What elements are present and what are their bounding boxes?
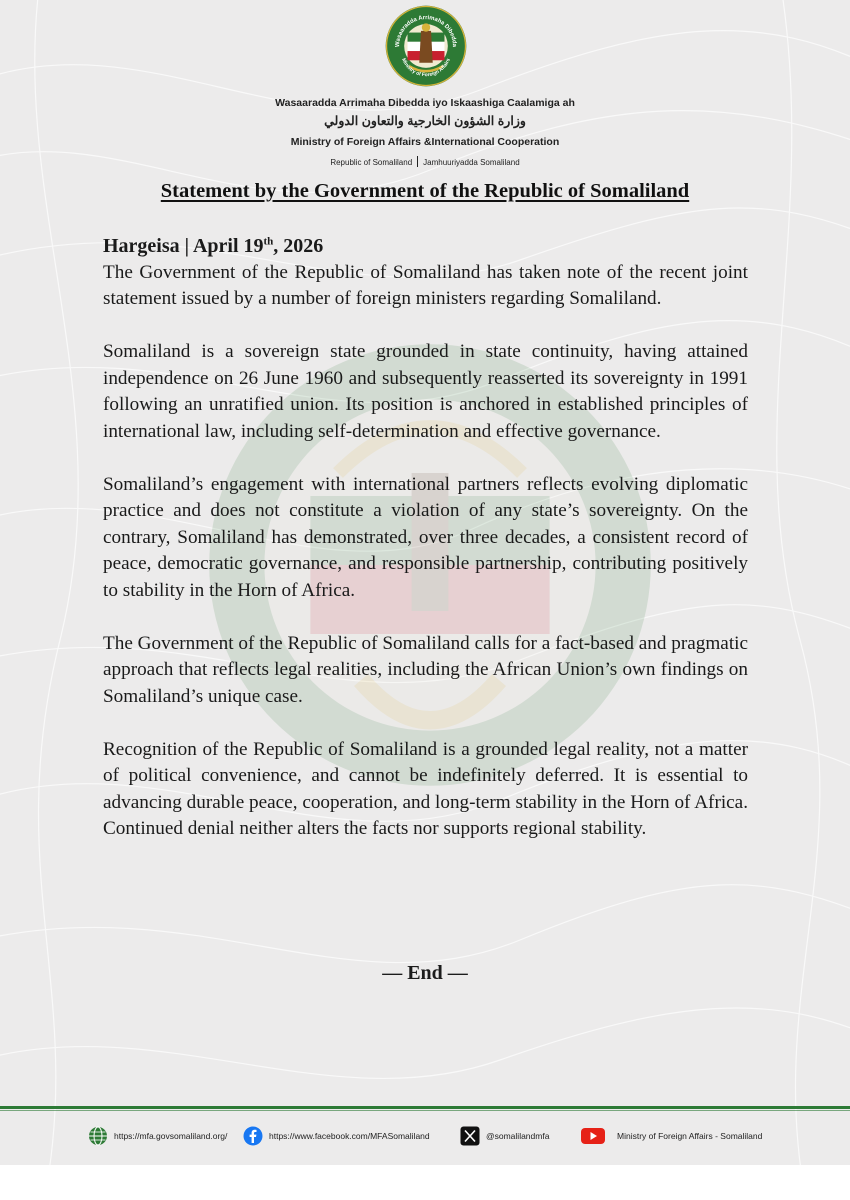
paragraph-4: The Government of the Republic of Somaliland calls for a fact-based and pragmatic approach that reflects legal realities, including the African Union’s own findings on Somaliland’s unique case.	[103, 632, 748, 707]
footer-divider	[0, 1106, 850, 1109]
republic-english: Republic of Somaliland	[330, 158, 413, 167]
statement-body	[103, 233, 748, 869]
x-icon	[460, 1126, 480, 1146]
seal-text-bottom: Ministry of Foreign Affairs	[400, 57, 452, 79]
republic-line	[0, 156, 850, 167]
ministry-name-english: Ministry of Foreign Affairs &International Cooperation	[290, 136, 560, 148]
dateline-suffix: th	[263, 235, 274, 248]
footer-youtube-link[interactable]	[581, 1126, 762, 1146]
footer-youtube-text: Ministry of Foreign Affairs - Somaliland	[617, 1131, 763, 1141]
globe-icon	[88, 1126, 108, 1146]
paragraph-5: Recognition of the Republic of Somaliland is a grounded legal reality, not a matter of political convenience, and cannot be indefinitely deferred. It is essential to advancing durable peace, cooperation, and long-term stability in the Horn of Africa. Continued denial neither alters the facts nor supports regional stability.	[103, 738, 748, 839]
footer-website-text: https://mfa.govsomaliland.org/	[114, 1131, 228, 1141]
republic-divider	[417, 156, 418, 167]
footer-facebook-link[interactable]	[243, 1126, 430, 1146]
ministry-name-somali: Wasaaradda Arrimaha Dibedda iyo Iskaashiga Caalamiga ah	[275, 97, 575, 109]
ministry-name-arabic: وزارة الشؤون الخارجية والتعاون الدولي	[324, 114, 526, 128]
paragraph-3: Somaliland’s engagement with international partners reflects evolving diplomatic practice and does not constitute a violation of any state’s sovereignty. On the contrary, Somaliland has demonstrated, over three decades, a consistent record of peace, democratic governance, and responsible partnership, contributing positively to stability in the Horn of Africa.	[103, 473, 748, 601]
facebook-icon	[243, 1126, 263, 1146]
ministry-seal-logo	[384, 4, 468, 88]
seal-text-top: Wasaaradda Arrimaha Dibedda	[395, 15, 457, 48]
youtube-icon	[581, 1126, 605, 1146]
dateline-year: , 2026	[273, 235, 324, 257]
footer-x-link[interactable]	[460, 1126, 549, 1146]
paragraph-2: Somaliland is a sovereign state grounded in state continuity, having attained independence on 26 June 1960 and subsequently reasserted its sovereignty in 1991 following an unratified union. Its position is anchored in established principles of international law, including self-determination and effective governance.	[103, 341, 748, 442]
footer-x-text: @somalilandmfa	[486, 1131, 550, 1141]
footer-divider-thin	[0, 1110, 850, 1111]
paragraph-1: The Government of the Republic of Somaliland has taken note of the recent joint statement issued by a number of foreign ministers regarding Somaliland.	[103, 261, 748, 309]
statement-title: Statement by the Government of the Republic of Somaliland	[160, 180, 690, 202]
dateline-place: Hargeisa | April 19	[103, 235, 264, 257]
dateline	[103, 233, 748, 260]
footer-website-link[interactable]	[88, 1126, 227, 1146]
end-mark: — End —	[382, 962, 468, 984]
footer-bottom-band	[0, 1165, 850, 1200]
footer-facebook-text: https://www.facebook.com/MFASomaliland	[269, 1131, 430, 1141]
republic-somali: Jamhuuriyadda Somaliland	[423, 158, 520, 167]
